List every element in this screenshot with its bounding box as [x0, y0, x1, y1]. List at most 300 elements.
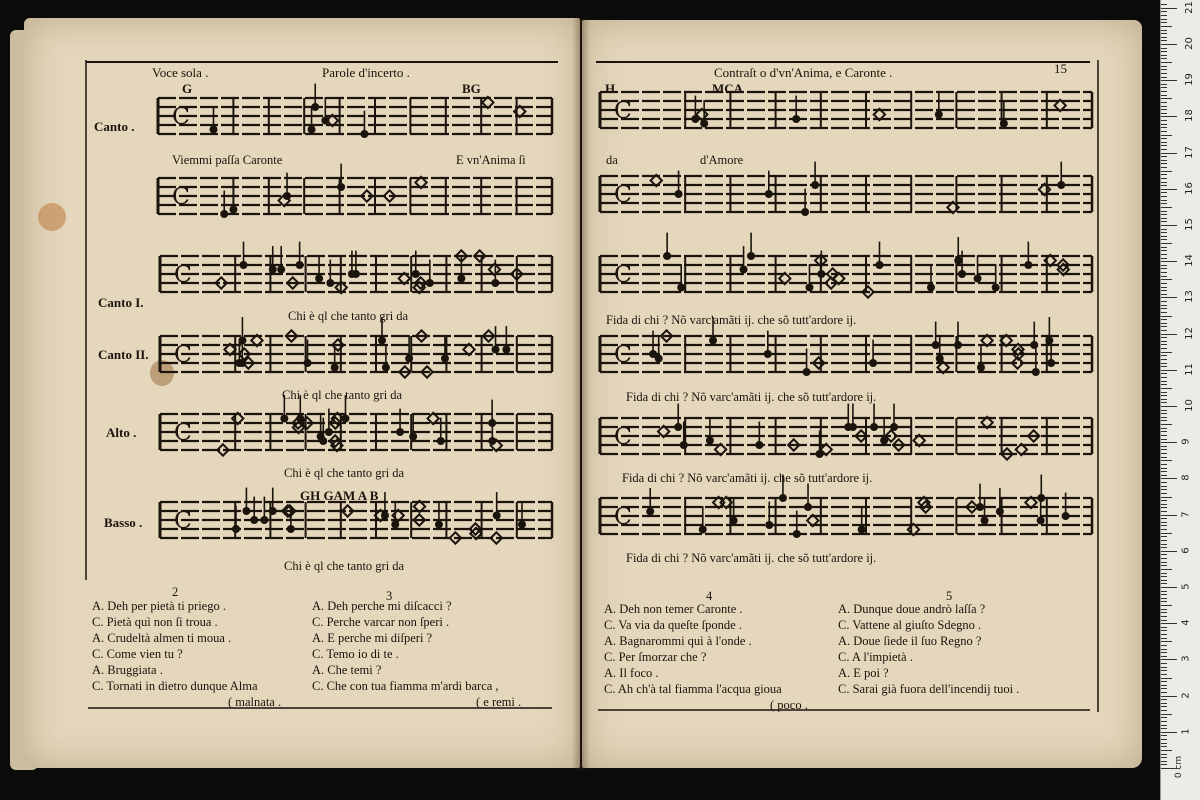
ruler-tick [1161, 384, 1167, 385]
dialogue-line: A. Doue ſiede il ſuo Regno ? [838, 634, 982, 648]
ruler-tick [1161, 359, 1167, 360]
ruler-tick [1161, 609, 1167, 610]
ruler-tick [1161, 171, 1172, 172]
ruler-number: 5 [1180, 583, 1192, 590]
dialogue-line: A. Crudeltà almen ti moua . [92, 631, 232, 645]
ruler-tick [1161, 511, 1167, 512]
lyric-line: E vn'Anima ſi [456, 153, 526, 167]
ruler-tick [1161, 406, 1177, 407]
ruler-tick [1161, 620, 1167, 621]
ruler-tick [1161, 634, 1167, 635]
ruler-number: 3 [1180, 655, 1192, 663]
ruler-tick [1161, 761, 1167, 762]
ruler-tick [1161, 728, 1167, 729]
ruler-tick [1161, 612, 1167, 613]
ruler-tick [1161, 497, 1172, 498]
ruler-tick [1161, 735, 1167, 736]
stanza-number: 3 [386, 589, 393, 603]
ruler-tick [1161, 688, 1167, 689]
ruler-tick [1161, 754, 1167, 755]
time-signature: C [172, 181, 190, 210]
ruler-tick [1161, 330, 1167, 331]
ruler-number: 4 [1180, 619, 1192, 626]
ruler-tick [1161, 493, 1167, 494]
solmization-letters: GH GAM A B [300, 488, 379, 503]
ruler-tick [1161, 518, 1167, 519]
ruler-number: 14 [1183, 254, 1195, 268]
ruler-tick [1161, 48, 1167, 49]
ruler-number: 15 [1183, 218, 1195, 231]
ruler-tick [1161, 420, 1167, 421]
ruler-tick [1161, 402, 1167, 403]
ruler-tick [1161, 547, 1167, 548]
lyric-line: d'Amore [700, 153, 744, 167]
ruler-tick [1161, 265, 1167, 266]
ruler-tick [1161, 178, 1167, 179]
solmization-letters: BG [462, 81, 481, 96]
ruler-tick [1161, 594, 1167, 595]
ruler-tick [1161, 500, 1167, 501]
ruler-tick [1161, 363, 1167, 364]
ruler-tick [1161, 58, 1167, 59]
ruler-tick [1161, 504, 1167, 505]
ruler-tick [1161, 87, 1167, 88]
ruler-tick [1161, 19, 1167, 20]
dialogue-line: ( malnata . [228, 695, 282, 709]
time-signature: C [614, 339, 632, 368]
ruler-tick [1161, 247, 1167, 248]
time-signature: C [614, 259, 632, 288]
ruler-tick [1161, 225, 1177, 226]
ruler-tick [1161, 156, 1167, 157]
ruler-tick [1161, 623, 1177, 624]
ruler-tick [1161, 221, 1167, 222]
ruler-tick [1161, 341, 1167, 342]
ruler-number: 16 [1183, 181, 1195, 195]
ruler-tick [1161, 163, 1167, 164]
ruler-tick [1161, 388, 1172, 389]
dialogue-line: C. Per ſmorzar che ? [604, 650, 707, 664]
ruler-number: 9 [1180, 438, 1192, 445]
ruler-number: 2 [1180, 691, 1192, 699]
ruler-tick [1161, 370, 1177, 371]
ruler-tick [1161, 326, 1167, 327]
ruler-number: 19 [1183, 73, 1195, 87]
ruler-tick [1161, 211, 1167, 212]
dialogue-line: A. E perche mi diſperi ? [312, 631, 433, 645]
ruler-tick [1161, 453, 1167, 454]
ruler-tick [1161, 544, 1167, 545]
ruler-tick [1161, 145, 1167, 146]
ruler-tick [1161, 442, 1177, 443]
ruler-tick [1161, 254, 1167, 255]
ruler-number: 6 [1180, 547, 1192, 554]
ruler-tick [1161, 80, 1177, 81]
ruler-number: 18 [1183, 109, 1195, 123]
ruler-tick [1161, 515, 1177, 516]
ruler-tick [1161, 710, 1167, 711]
ruler-tick [1161, 279, 1172, 280]
dialogue-line: C. Perche varcar non ſperi . [312, 615, 450, 629]
ruler-tick [1161, 297, 1177, 298]
dialogue-line: C. A l'impietà . [838, 650, 913, 664]
ruler-tick [1161, 659, 1177, 660]
ruler-tick [1161, 725, 1167, 726]
time-signature: C [614, 179, 632, 208]
solmization-letters: G [182, 81, 193, 96]
ruler-tick [1161, 127, 1167, 128]
lyric-line: Viemmi paſſa Caronte [172, 153, 283, 167]
ruler-number: 8 [1180, 474, 1192, 482]
ruler-tick [1161, 98, 1172, 99]
ruler-tick [1161, 377, 1167, 378]
ruler-tick [1161, 439, 1167, 440]
ruler-tick [1161, 587, 1177, 588]
solmization-letters: H [605, 81, 616, 96]
ruler-number: 12 [1183, 326, 1195, 340]
ruler-tick [1161, 482, 1167, 483]
ruler-tick [1161, 174, 1167, 175]
lyric-line: Chi è ql che tanto gri da [282, 388, 403, 402]
solmization-letters: MCA [712, 81, 744, 96]
ruler-tick [1161, 229, 1167, 230]
lyric-line: Fida di chi ? Nõ varc'amãti ij. che sõ tutt'ardore ij. [622, 471, 873, 485]
ruler-tick [1161, 395, 1167, 396]
ruler-tick [1161, 26, 1172, 27]
ruler-tick [1161, 554, 1167, 555]
ruler-tick [1161, 392, 1167, 393]
ruler-tick [1161, 663, 1167, 664]
ruler-tick [1161, 15, 1167, 16]
ruler-tick [1161, 77, 1167, 78]
ruler-tick [1161, 598, 1167, 599]
ruler-tick [1161, 348, 1167, 349]
ruler-tick [1161, 558, 1167, 559]
ruler-tick [1161, 207, 1172, 208]
ruler-tick [1161, 457, 1167, 458]
ruler-tick [1161, 37, 1167, 38]
ruler-tick [1161, 62, 1172, 63]
ruler-tick [1161, 706, 1167, 707]
ruler-tick [1161, 522, 1167, 523]
ruler-tick [1161, 283, 1167, 284]
ruler-tick [1161, 464, 1167, 465]
ruler-tick [1161, 583, 1167, 584]
ruler-tick [1161, 131, 1167, 132]
ruler-tick [1161, 656, 1167, 657]
ruler-tick [1161, 142, 1167, 143]
ruler-tick [1161, 699, 1167, 700]
ruler-tick [1161, 30, 1167, 31]
dialogue-line: C. Ah ch'à tal fiamma l'acqua gioua [604, 682, 782, 696]
ruler-tick [1161, 551, 1177, 552]
ruler-tick [1161, 69, 1167, 70]
ruler-tick [1161, 449, 1167, 450]
ruler-tick [1161, 681, 1167, 682]
ruler-number: 11 [1183, 362, 1195, 376]
ruler-tick [1161, 714, 1172, 715]
ruler-tick [1161, 529, 1167, 530]
ruler-tick [1161, 44, 1177, 45]
dialogue-line: A. Bagnarommi quì à l'onde . [604, 634, 752, 648]
ruler-tick [1161, 73, 1167, 74]
stanza-number: 4 [706, 589, 713, 603]
ruler-tick [1161, 55, 1167, 56]
ruler-tick [1161, 399, 1167, 400]
ruler-tick [1161, 475, 1167, 476]
ruler-tick [1161, 91, 1167, 92]
ruler-tick [1161, 489, 1167, 490]
ruler-tick [1161, 645, 1167, 646]
ruler-tick [1161, 667, 1167, 668]
ruler-tick [1161, 352, 1172, 353]
dialogue-line: C. Sarai già fuora dell'incendij tuoi . [838, 682, 1020, 696]
ruler-tick [1161, 203, 1167, 204]
ruler-tick [1161, 40, 1167, 41]
measuring-ruler [1160, 0, 1200, 800]
ruler-tick [1161, 471, 1167, 472]
ruler-tick [1161, 301, 1167, 302]
ruler-number: 21 [1183, 0, 1195, 14]
ruler-tick [1161, 113, 1167, 114]
ruler-tick [1161, 51, 1167, 52]
ruler-tick [1161, 11, 1167, 12]
dialogue-line: C. Temo io di te . [312, 647, 399, 661]
ruler-number: 7 [1180, 510, 1192, 518]
dialogue-line: A. Il foco . [604, 666, 659, 680]
ruler-tick [1161, 287, 1167, 288]
ruler-tick [1161, 312, 1167, 313]
ruler-tick [1161, 757, 1167, 758]
ruler-tick [1161, 692, 1167, 693]
ruler-tick [1161, 334, 1177, 335]
ruler-tick [1161, 323, 1167, 324]
ruler-tick [1161, 239, 1167, 240]
ruler-tick [1161, 565, 1167, 566]
ruler-tick [1161, 149, 1167, 150]
header-voce-sola: Voce sola . [152, 65, 209, 80]
time-signature: C [174, 505, 192, 534]
lyric-line: Chi è ql che tanto gri da [288, 309, 409, 323]
ruler-tick [1161, 232, 1167, 233]
ruler-tick [1161, 580, 1167, 581]
ruler-tick [1161, 460, 1172, 461]
ruler-tick [1161, 764, 1167, 765]
ruler-tick [1161, 428, 1167, 429]
ruler-tick [1161, 308, 1167, 309]
ruler-tick [1161, 192, 1167, 193]
ruler-tick [1161, 540, 1167, 541]
ruler-tick [1161, 630, 1167, 631]
ruler-tick [1161, 276, 1167, 277]
ruler-number: 1 [1180, 728, 1192, 735]
lyric-line: da [606, 153, 618, 167]
dialogue-line: A. Deh non temer Caronte . [604, 602, 743, 616]
ruler-tick [1161, 294, 1167, 295]
ruler-tick [1161, 536, 1167, 537]
ruler-tick [1161, 478, 1177, 479]
ruler-tick [1161, 381, 1167, 382]
ruler-tick [1161, 218, 1167, 219]
lyric-line: Fida di chi ? Nõ varc'amãti ij. che sõ tutt'ardore ij. [606, 313, 857, 327]
ruler-tick [1161, 124, 1167, 125]
ruler-tick [1161, 319, 1167, 320]
ruler-tick [1161, 674, 1167, 675]
dialogue-line: C. Vattene al giuſto Sdegno . [838, 618, 982, 632]
staff-label-alto: Alto . [106, 425, 137, 440]
ruler-tick [1161, 185, 1167, 186]
stanza-number: 5 [946, 589, 953, 603]
ruler-tick [1161, 562, 1167, 563]
ruler-tick [1161, 627, 1167, 628]
staff-label-canto: Canto . [94, 119, 135, 134]
dialogue-line: A. E poi ? [838, 666, 889, 680]
ruler-tick [1161, 696, 1177, 697]
ruler-tick [1161, 290, 1167, 291]
time-signature: C [172, 101, 190, 130]
ruler-tick [1161, 569, 1172, 570]
time-signature: C [614, 95, 632, 124]
ruler-unit-label: 0 cm [1174, 755, 1185, 779]
ruler-tick [1161, 355, 1167, 356]
ruler-tick [1161, 8, 1177, 9]
stanza-number: 2 [172, 585, 179, 599]
ruler-tick [1161, 366, 1167, 367]
time-signature: C [174, 259, 192, 288]
ruler-tick [1161, 507, 1167, 508]
lyric-line: Chi è ql che tanto gri da [284, 559, 405, 573]
time-signature: C [174, 417, 192, 446]
ruler-tick [1161, 678, 1172, 679]
lyric-line: Fida di chi ? Nõ varc'amãti ij. che sõ tutt'ardore ij. [626, 390, 877, 404]
ruler-tick [1161, 616, 1167, 617]
staff-label-canto-1: Canto I. [98, 295, 144, 310]
dialogue-line: A. Dunque doue andrò laſſa ? [838, 602, 986, 616]
ruler-tick [1161, 116, 1177, 117]
staff-label-basso: Basso . [104, 515, 143, 530]
ruler-tick [1161, 573, 1167, 574]
ruler-tick [1161, 22, 1167, 23]
ruler-tick [1161, 424, 1172, 425]
ruler-tick [1161, 33, 1167, 34]
ruler-tick [1161, 4, 1167, 5]
ruler-tick [1161, 258, 1167, 259]
ruler-tick [1161, 236, 1167, 237]
ruler-tick [1161, 525, 1167, 526]
ruler-number: 13 [1183, 290, 1195, 304]
ruler-tick [1161, 431, 1167, 432]
ruler-tick [1161, 243, 1172, 244]
ruler-tick [1161, 732, 1177, 733]
ruler-tick [1161, 576, 1167, 577]
ruler-tick [1161, 95, 1167, 96]
ruler-tick [1161, 435, 1167, 436]
ruler-tick [1161, 196, 1167, 197]
ruler-tick [1161, 214, 1167, 215]
time-signature: C [174, 339, 192, 368]
ruler-number: 20 [1183, 37, 1195, 50]
ruler-tick [1161, 641, 1172, 642]
ruler-tick [1161, 135, 1172, 136]
ruler-tick [1161, 102, 1167, 103]
ruler-tick [1161, 250, 1167, 251]
dialogue-line: A. Bruggiata . [92, 663, 163, 677]
ruler-tick [1161, 717, 1167, 718]
ruler-tick [1161, 649, 1167, 650]
ruler-number: 17 [1183, 145, 1195, 159]
page-number: 15 [1054, 61, 1067, 76]
time-signature: C [614, 421, 632, 450]
ruler-tick [1161, 750, 1172, 751]
ruler-tick [1161, 160, 1167, 161]
ruler-tick [1161, 638, 1167, 639]
ruler-tick [1161, 337, 1167, 338]
ruler-tick [1161, 417, 1167, 418]
ruler-tick [1161, 533, 1172, 534]
ruler-tick [1161, 652, 1167, 653]
dialogue-line: C. Che con tua fiamma m'ardi barca , [312, 679, 499, 693]
ruler-tick [1161, 410, 1167, 411]
ruler-tick [1161, 84, 1167, 85]
ruler-tick [1161, 268, 1167, 269]
dialogue-line: ( e remi . [476, 695, 522, 709]
lyric-line: Fida di chi ? Nõ varc'amãti ij. che sõ tutt'ardore ij. [626, 551, 877, 565]
ruler-tick [1161, 486, 1167, 487]
ruler-tick [1161, 739, 1167, 740]
ruler-tick [1161, 743, 1167, 744]
ruler-tick [1161, 66, 1167, 67]
ruler-tick [1161, 605, 1172, 606]
ruler-tick [1161, 167, 1167, 168]
dialogue-line: C. Pietà quì non ſi troua . [92, 615, 218, 629]
ruler-tick [1161, 120, 1167, 121]
ruler-tick [1161, 413, 1167, 414]
ruler-tick [1161, 344, 1167, 345]
ruler-tick [1161, 316, 1172, 317]
ruler-tick [1161, 305, 1167, 306]
dialogue-line: A. Deh perche mi diſcacci ? [312, 599, 452, 613]
time-signature: C [614, 501, 632, 530]
staff-label-canto-2: Canto II. [98, 347, 149, 362]
ruler-tick [1161, 703, 1167, 704]
lyric-line: Chi è ql che tanto gri da [284, 466, 405, 480]
ruler-tick [1161, 373, 1167, 374]
ruler-tick [1161, 685, 1167, 686]
ruler-tick [1161, 468, 1167, 469]
dialogue-line: C. Come vien tu ? [92, 647, 183, 661]
ruler-tick [1161, 109, 1167, 110]
ruler-tick [1161, 446, 1167, 447]
dialogue-line: A. Deh per pietà ti priego . [92, 599, 226, 613]
ruler-tick [1161, 746, 1167, 747]
header-contrasto: Contraſt o d'vn'Anima, e Caronte . [714, 65, 893, 80]
ruler-tick [1161, 106, 1167, 107]
ruler-tick [1161, 182, 1167, 183]
ruler-tick [1161, 261, 1177, 262]
ruler-tick [1161, 670, 1167, 671]
ruler-tick [1161, 138, 1167, 139]
ruler-tick [1161, 721, 1167, 722]
header-parole: Parole d'incerto . [322, 65, 410, 80]
dialogue-line: C. Va via da queſte ſponde . [604, 618, 742, 632]
ruler-tick [1161, 200, 1167, 201]
dialogue-line: ( poco . [770, 698, 808, 712]
ruler-tick [1161, 153, 1177, 154]
ruler-tick [1161, 601, 1167, 602]
ruler-number: 10 [1183, 399, 1195, 412]
dialogue-line: C. Tornati in dietro dunque Alma [92, 679, 258, 693]
ruler-tick [1161, 272, 1167, 273]
